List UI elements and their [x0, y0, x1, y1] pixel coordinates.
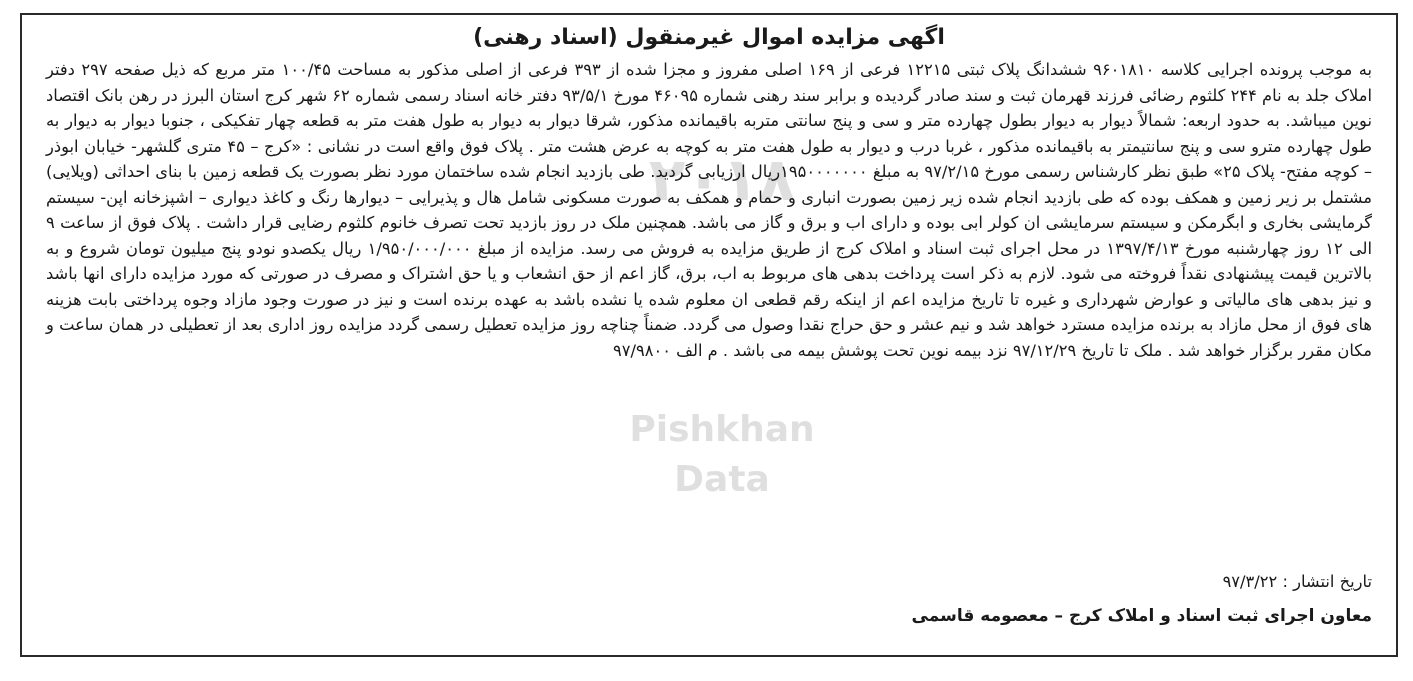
notice-frame — [20, 13, 1398, 657]
signature: معاون اجرای ثبت اسناد و املاک کرج – معصومه قاسمی — [911, 606, 1372, 626]
watermark-logo: ۲۰۱۸ Pishkhan Data — [629, 145, 815, 500]
notice-title: اگهی مزایده اموال غیرمنقول (اسناد رهنی) — [473, 25, 945, 50]
notice-body — [46, 57, 1372, 363]
publish-date: تاریخ انتشار : ۹۷/۳/۲۲ — [1222, 572, 1372, 591]
notice-body-paragraph: به موجب پرونده اجرایی کلاسه ۹۶۰۱۸۱۰ ششدانگ پلاک ثبتی ۱۲۲۱۵ فرعی از ۱۶۹ اصلی مفروز و مجزا شده از ۳۹۳ فرعی از اصلی مذکور به مساحت ۱۰۰/۴۵ متر مربع که ذیل صفحه ۲۹۷ دفتر املاک جلد به نام ۲۴۴ کلثوم رضائی فرزند قهرمان ثبت و سند صادر گردیده و برابر سند رهنی شماره ۴۶۰۹۵ مورخ ۹۳/۵/۱ دفتر خانه اسناد رسمی شماره ۶۲ شهر کرج استان البرز در رهن بانک اقتصاد نوین میباشد. به حدود اربعه: شمالاً دیوار به دیوار بطول چهارده متر و سی و پنج سانتی متربه باقیمانده مذکور، شرقا دیوار به دیوار به طول هفت متر به قطعه چهار تفکیکی ، جنوبا دیوار به دیوار به طول چهارده مترو سی و پنج سانتیمتر به باقیمانده مذکور ، غربا درب و دیوار به طول هفت متر به کوچه به عرض هشت متر . پلاک فوق واقع است در نشانی : «کرج – ۴۵ متری گلشهر- خیابان ابوذر – کوچه مفتح- پلاک ۲۵» طبق نظر کارشناس رسمی مورخ ۹۷/۲/۱۵ به مبلغ ۱۹۵۰۰۰۰۰۰۰ریال ارزیابی گردید. طی بازدید انجام شده ساختمان مورد نظر بصورت یک قطعه زمین با بنای احداثی (ویلایی) مشتمل بر زیر زمین و همکف بوده که طی بازدید انجام شده زیر زمین بصورت انباری و حمام و همکف به صورت مسکونی شامل هال و پذیرایی – دیوارها رنگ و کاغذ دیواری – اشپزخانه اپن- سیستم گرمایشی بخاری و ابگرمکن و سیستم سرمایشی ان کولر ابی بوده و دارای اب و برق و گاز می باشد. همچنین ملک در روز بازدید تحت تصرف خانوم کلثوم رضایی قرار داشت . پلاک فوق از ساعت ۹ الی ۱۲ روز چهارشنبه مورخ ۱۳۹۷/۴/۱۳ در محل اجرای ثبت اسناد و املاک کرج از طریق مزایده به فروش می رسد. مزایده از مبلغ ۱/۹۵۰/۰۰۰/۰۰۰ ریال یکصدو نودو پنج میلیون تومان شروع و به بالاترین قیمت پیشنهادی نقداً فروخته می شود. لازم به ذکر است پرداخت بدهی های مربوط به اب، برق، گاز اعم از حق انشعاب و یا حق اشتراک و مصرف در صورتی که مورد مزایده دارای انها باشد و نیز بدهی های مالیاتی و عوارض شهرداری و غیره تا تاریخ مزایده اعم از اینکه رقم قطعی ان معلوم شده یا نشده باشد به عهده برنده است و نیز در صورت وجود مازاد وجوه پرداختی بابت هزینه های فوق از محل مازاد به برنده مزایده مسترد خواهد شد و نیم عشر و حق حراج نقدا وصول می گردد. ضمناً چناچه روز مزایده تعطیل رسمی گردد مزایده روز اداری بعد از تعطیلی در همان ساعت و مکان مقرر برگزار خواهد شد . ملک تا تاریخ ۹۷/۱۲/۲۹ نزد بیمه نوین تحت پوشش بیمه می باشد . م الف ۹۷/۹۸۰۰ — [46, 60, 1373, 360]
